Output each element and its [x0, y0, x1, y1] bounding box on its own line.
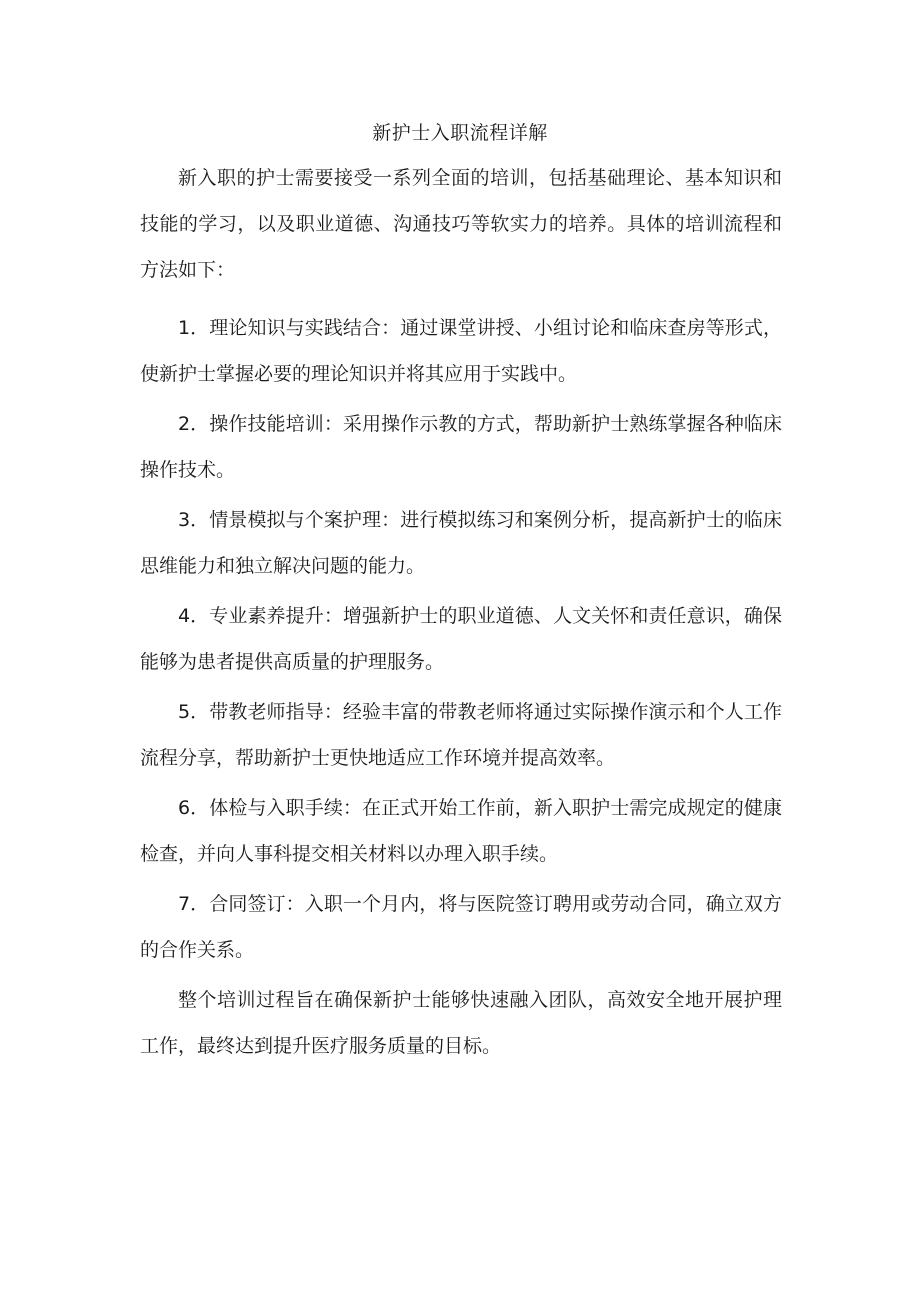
- step-2-paragraph: 2．操作技能培训：采用操作示教的方式，帮助新护士熟练掌握各种临床操作技术。: [140, 413, 782, 481]
- conclusion-paragraph: 整个培训过程旨在确保新护士能够快速融入团队，高效安全地开展护理工作，最终达到提升医疗服务质量的目标。: [140, 989, 782, 1057]
- step-5-paragraph: 5．带教老师指导：经验丰富的带教老师将通过实际操作演示和个人工作流程分享，帮助新护士更快地适应工作环境并提高效率。: [140, 701, 782, 769]
- step-7-paragraph: 7．合同签订：入职一个月内，将与医院签订聘用或劳动合同，确立双方的合作关系。: [140, 893, 782, 961]
- step-4-paragraph: 4．专业素养提升：增强新护士的职业道德、人文关怀和责任意识，确保能够为患者提供高质量的护理服务。: [140, 605, 782, 673]
- intro-paragraph: 新入职的护士需要接受一系列全面的培训，包括基础理论、基本知识和技能的学习，以及职业道德、沟通技巧等软实力的培养。具体的培训流程和方法如下：: [140, 167, 782, 281]
- document-title: 新护士入职流程详解: [372, 122, 548, 144]
- step-3-paragraph: 3．情景模拟与个案护理：进行模拟练习和案例分析，提高新护士的临床思维能力和独立解决问题的能力。: [140, 509, 782, 577]
- step-6-paragraph: 6．体检与入职手续：在正式开始工作前，新入职护士需完成规定的健康检查，并向人事科提交相关材料以办理入职手续。: [140, 797, 782, 865]
- step-1-paragraph: 1．理论知识与实践结合：通过课堂讲授、小组讨论和临床查房等形式，使新护士掌握必要的理论知识并将其应用于实践中。: [140, 317, 782, 385]
